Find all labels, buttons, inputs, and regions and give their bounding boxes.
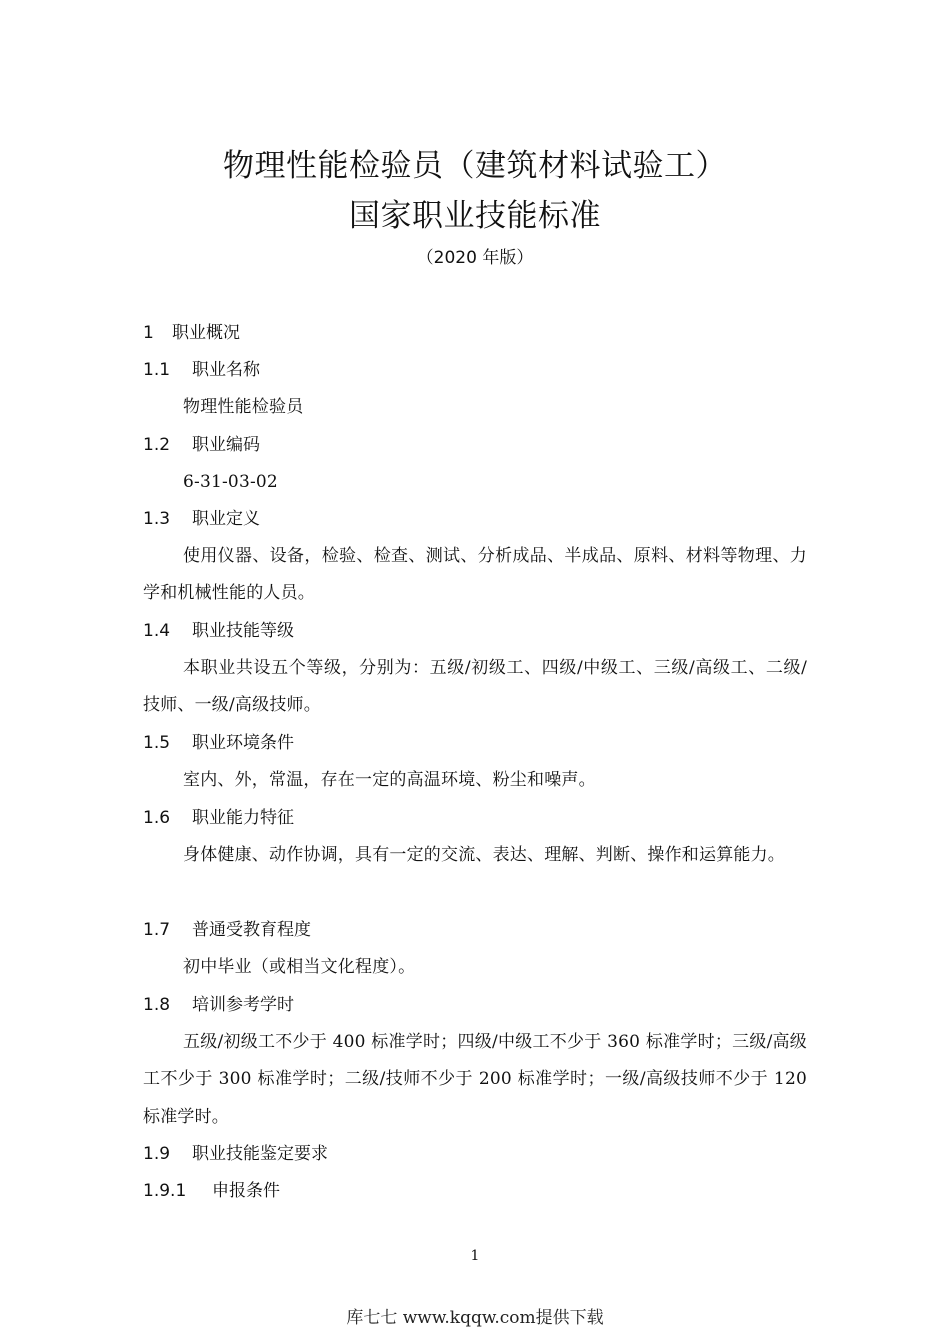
section-heading <box>143 433 260 457</box>
section-title: 职业环境条件 <box>192 733 294 753</box>
section-number: 1.6 <box>143 808 171 828</box>
section-title: 职业能力特征 <box>192 808 294 828</box>
section-heading <box>143 731 294 755</box>
section-title: 培训参考学时 <box>192 995 294 1015</box>
section-text: 本职业共设五个等级，分别为：五级/初级工、四级/中级工、三级/高级工、二级/技师、一级/高级技师。 <box>143 658 807 716</box>
section-heading <box>143 358 260 382</box>
section-text: 使用仪器、设备，检验、检查、测试、分析成品、半成品、原料、材料等物理、力学和机械性能的人员。 <box>143 546 807 604</box>
section-text: 初中毕业（或相当文化程度）。 <box>183 957 416 977</box>
document-title-line2: 国家职业技能标准 <box>349 198 601 234</box>
section-number: 1.8 <box>143 995 171 1015</box>
section-text: 室内、外，常温，存在一定的高温环境、粉尘和噪声。 <box>183 770 596 790</box>
section-number: 1 <box>143 323 154 343</box>
section-heading <box>143 918 311 942</box>
section-heading <box>143 806 294 830</box>
section-title: 职业技能鉴定要求 <box>192 1144 328 1164</box>
section-title: 职业技能等级 <box>192 621 294 641</box>
section-heading <box>143 507 260 531</box>
section-text: 6-31-03-02 <box>183 472 278 492</box>
section-heading <box>143 993 294 1017</box>
section-title: 职业定义 <box>192 509 260 529</box>
section-title: 职业名称 <box>192 360 260 380</box>
section-number: 1.9.1 <box>143 1181 187 1201</box>
section-title: 普通受教育程度 <box>192 920 311 940</box>
section-text: 身体健康、动作协调，具有一定的交流、表达、理解、判断、操作和运算能力。 <box>183 845 785 865</box>
section-number: 1.2 <box>143 435 171 455</box>
document-edition: （2020 年版） <box>416 248 534 268</box>
section-title: 职业编码 <box>192 435 260 455</box>
section-number: 1.1 <box>143 360 171 380</box>
document-title-line1: 物理性能检验员（建筑材料试验工） <box>223 148 727 184</box>
section-number: 1.5 <box>143 733 171 753</box>
section-number: 1.4 <box>143 621 171 641</box>
section-title: 职业概况 <box>172 323 240 343</box>
section-number: 1.3 <box>143 509 171 529</box>
page-number: 1 <box>470 1248 480 1264</box>
section-number: 1.9 <box>143 1144 171 1164</box>
section-heading <box>143 619 294 643</box>
section-text: 五级/初级工不少于 400 标准学时；四级/中级工不少于 360 标准学时；三级/高级工不少于 300 标准学时；二级/技师不少于 200 标准学时；一级/高级技师不少于 120 标准学时。 <box>143 1032 807 1127</box>
section-heading <box>143 321 240 345</box>
download-footer: 库七七 www.kqqw.com提供下载 <box>346 1308 604 1328</box>
section-text: 物理性能检验员 <box>183 397 304 417</box>
section-title: 申报条件 <box>212 1181 280 1201</box>
section-number: 1.7 <box>143 920 171 940</box>
section-heading <box>143 1142 328 1166</box>
section-heading <box>143 1179 280 1203</box>
